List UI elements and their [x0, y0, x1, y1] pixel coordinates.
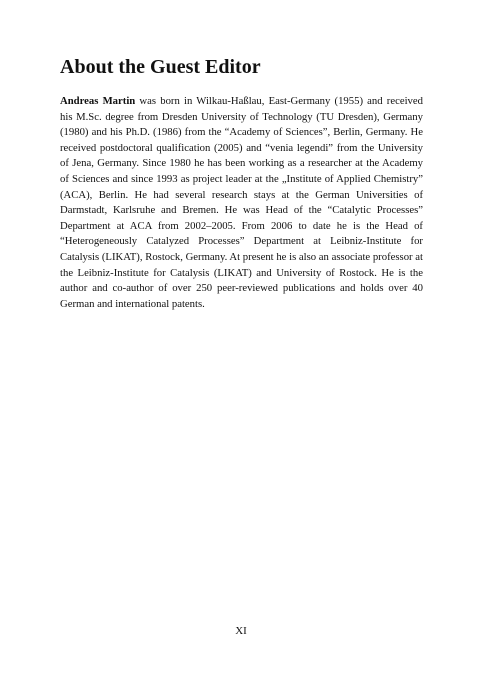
biography-paragraph — [60, 94, 423, 312]
section-heading: About the Guest Editor — [60, 56, 261, 78]
biography-text: was born in Wilkau-Haßlau, East-Germany (1955) and received his M.Sc. degree from Dresden University of Technology (TU Dresden), Germany (1980) and his Ph.D. (1986) from the “Academy of Sciences”, Berlin, Germany. He received postdoctoral qualification (2005) and “venia legendi” from the University of Jena, Germany. Since 1980 he has been working as a researcher at the Academy of Sciences and since 1993 as project leader at the „Institute of Applied Chemistry” (ACA), Berlin. He had several research stays at the German Universities of Darmstadt, Karlsruhe and Bremen. He was Head of the “Catalytic Processes” Department at ACA from 2002–2005. From 2006 to date he is the Head of “Heterogeneously Catalyzed Processes” Department at Leibniz-Institute for Catalysis (LIKAT), Rostock, Germany. At present he is also an associate professor at the Leibniz-Institute for Catalysis (LIKAT) and University of Rostock. He is the author and co-author of over 250 peer-reviewed publications and holds over 40 German and international patents. — [60, 95, 423, 310]
page-number: XI — [235, 625, 247, 637]
editor-name: Andreas Martin — [60, 95, 136, 107]
